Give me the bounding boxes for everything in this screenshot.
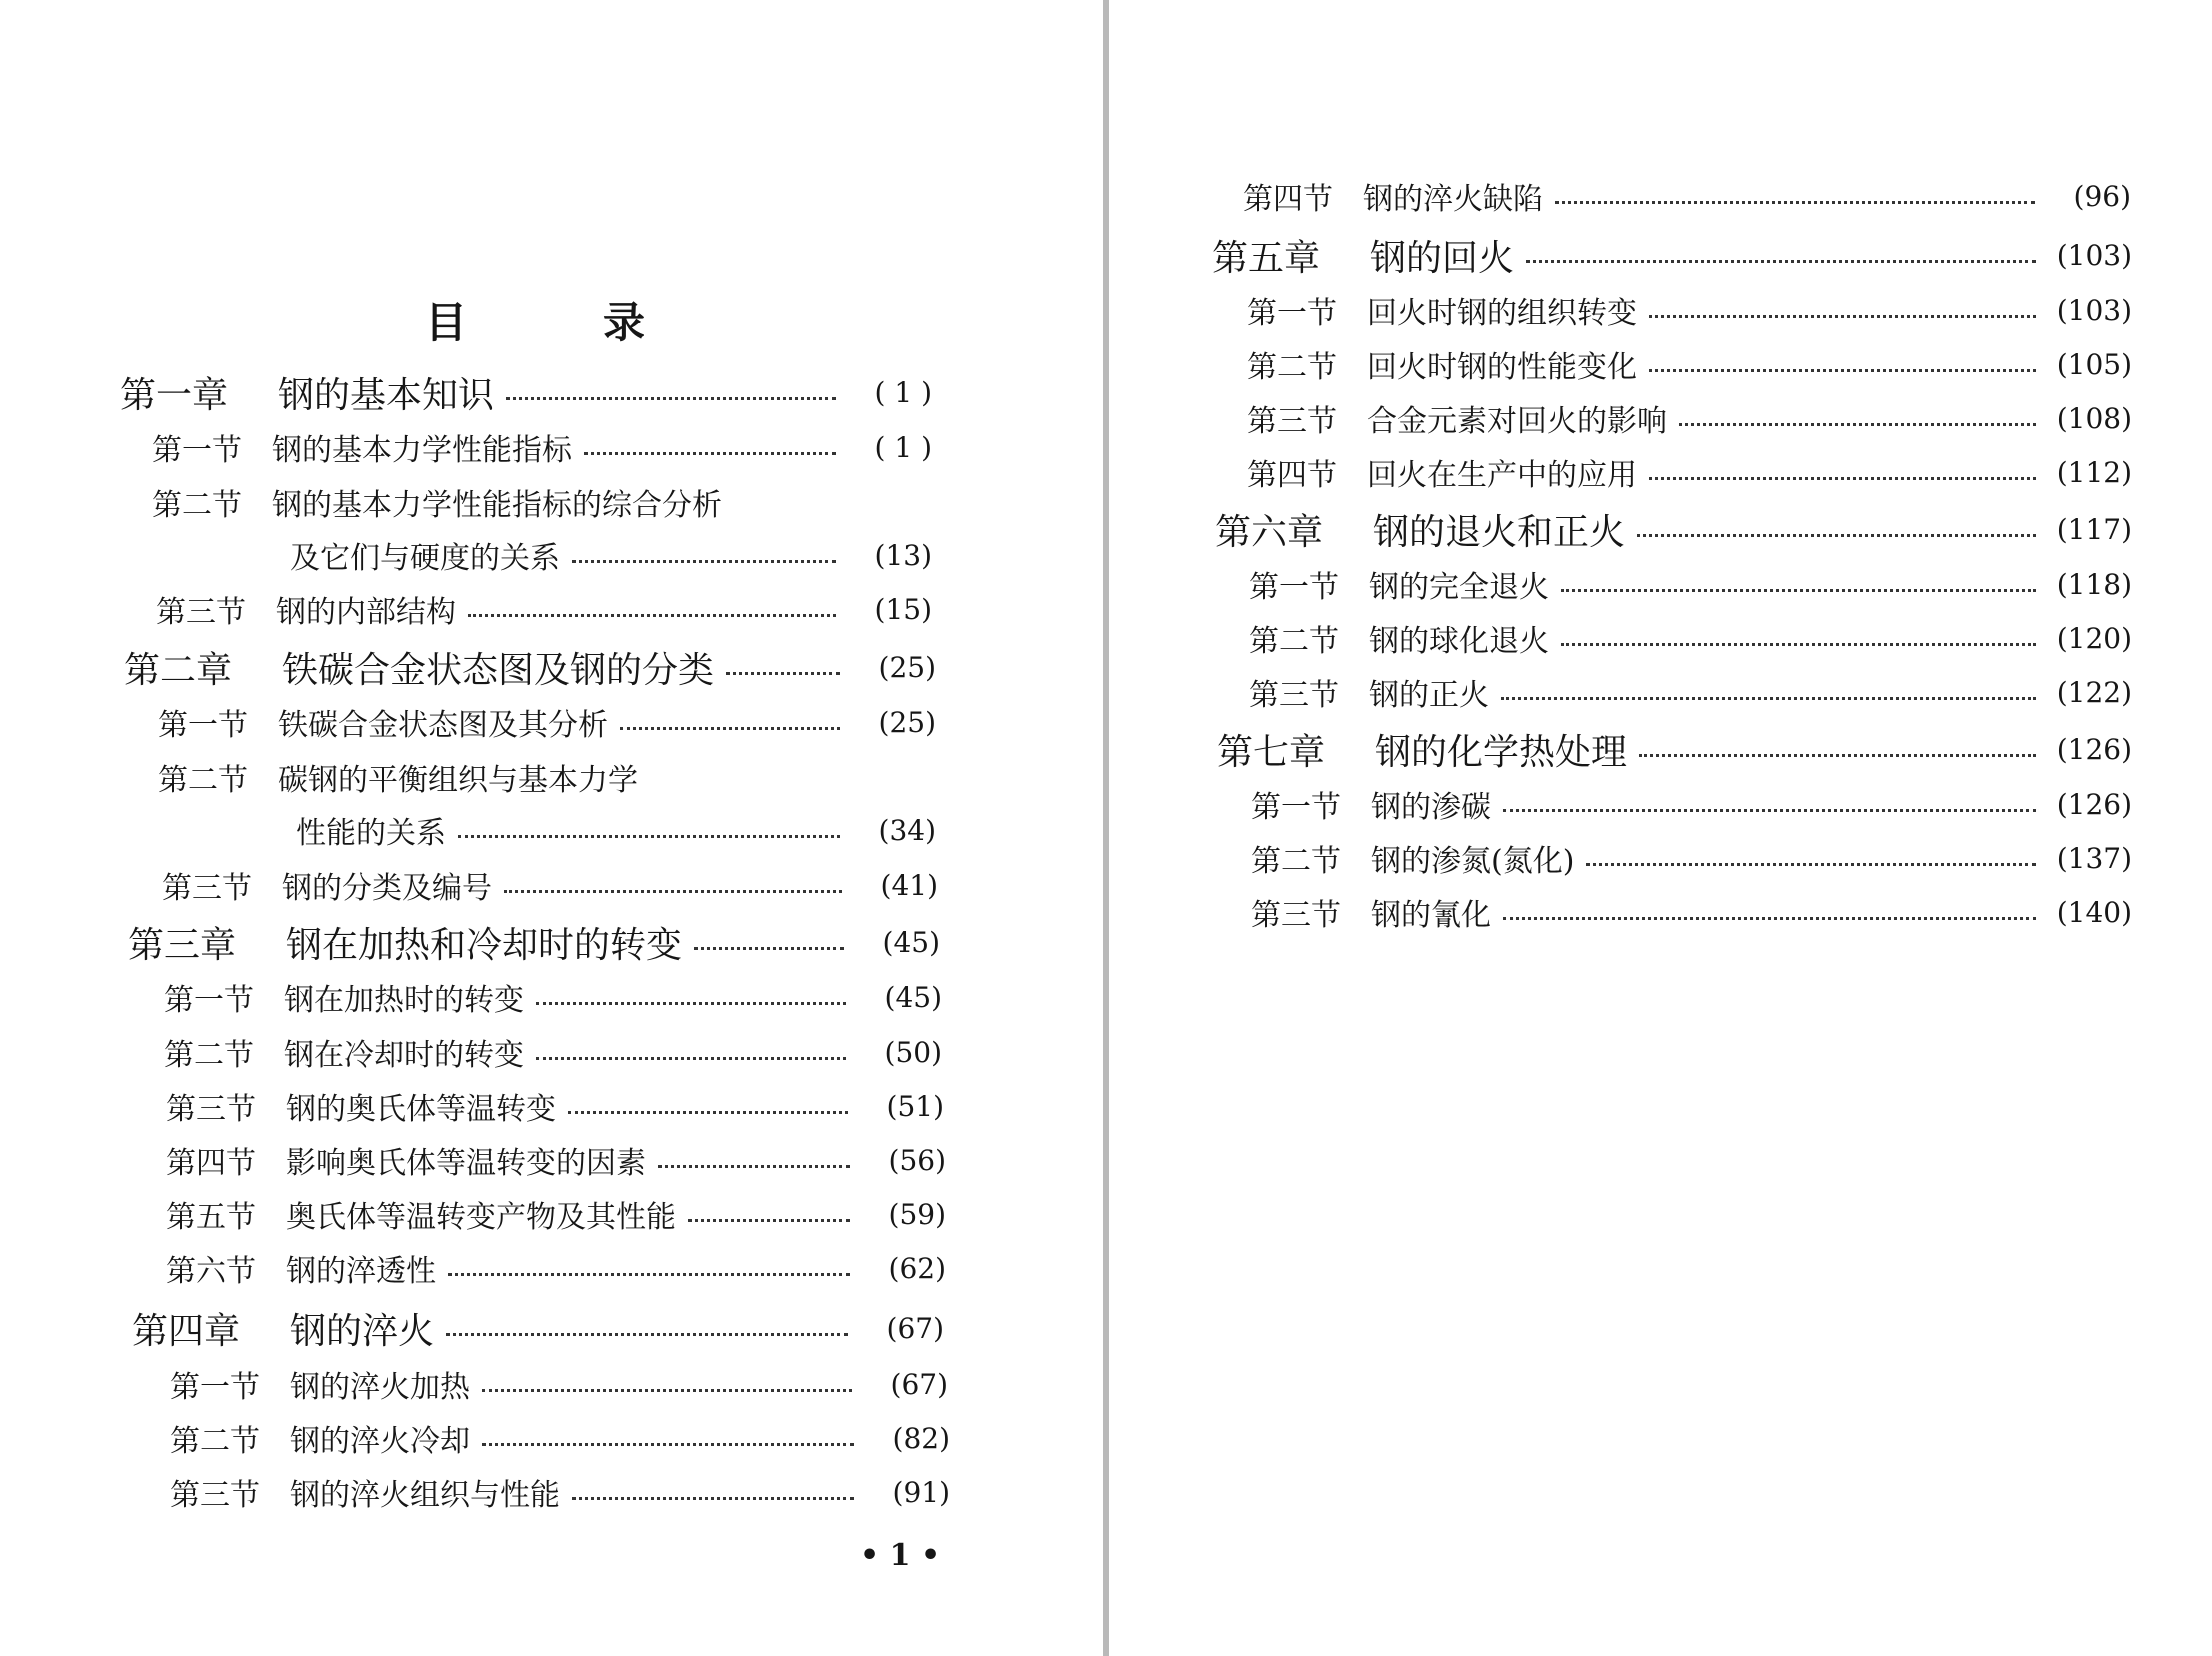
toc-page-number: (67): [886, 1311, 944, 1345]
toc-chapter-entry: [1212, 233, 2132, 277]
toc-entry-number: 第四章: [132, 1310, 241, 1352]
toc-section-entry: [1251, 836, 2132, 880]
toc-entry-title: 钢在冷却时的转变: [284, 1038, 524, 1073]
toc-page-number: (117): [2056, 512, 2132, 546]
toc-page-number: (126): [2056, 732, 2132, 766]
toc-entry-title: 钢在加热时的转变: [284, 983, 524, 1018]
dot-leader: [1649, 315, 2036, 318]
toc-entry-title: 钢在加热和冷却时的转变: [286, 924, 683, 966]
toc-entry-text: [170, 1416, 470, 1460]
toc-entry-number: 第三章: [128, 924, 237, 966]
toc-entry-number: 第四节: [166, 1146, 256, 1181]
toc-entry-text: [1215, 504, 1625, 555]
dot-leader: [694, 947, 844, 950]
dot-leader: [1586, 863, 2036, 866]
toc-chapter-entry: [1215, 507, 2132, 551]
toc-page-number: (51): [886, 1089, 944, 1123]
dot-leader: [506, 397, 836, 400]
toc-entry-number: 第四节: [1247, 458, 1337, 493]
toc-entry-text: [1243, 174, 1543, 218]
toc-page-number: (122): [2056, 675, 2132, 709]
toc-section-entry: [1251, 782, 2132, 826]
toc-page-number: (41): [880, 868, 938, 902]
toc-entry-number: 第一节: [152, 433, 242, 468]
toc-entry-number: 第一节: [164, 983, 254, 1018]
toc-page-number: (15): [874, 592, 932, 626]
toc-section-entry: [158, 755, 936, 799]
toc-page-number: ( 1 ): [874, 375, 932, 409]
toc-entry-number: 第二章: [124, 649, 233, 691]
toc-title-char-2: 录: [602, 298, 645, 347]
toc-entry-number: 第一节: [1247, 296, 1337, 331]
dot-leader: [458, 835, 840, 838]
right-page: [1109, 0, 2212, 1656]
toc-entry-number: 第五章: [1212, 237, 1321, 279]
toc-entry-title: 性能的关系: [296, 816, 446, 851]
toc-entry-text: [166, 1138, 646, 1182]
toc-page-number: (105): [2056, 347, 2132, 381]
toc-page-number: (96): [2073, 179, 2131, 213]
toc-section-entry: [156, 587, 932, 631]
toc-entry-text: [290, 533, 560, 577]
dot-leader: [448, 1273, 850, 1276]
toc-entry-text: [1249, 562, 1549, 606]
toc-entry-text: [296, 808, 446, 852]
toc-section-entry: [170, 1470, 950, 1514]
toc-chapter-entry: [120, 370, 932, 414]
dot-leader: [568, 1111, 848, 1114]
dot-leader: [726, 672, 840, 675]
toc-page-number: (120): [2056, 621, 2132, 655]
toc-entry-number: 第四节: [1243, 182, 1333, 217]
toc-page-number: (108): [2056, 401, 2132, 435]
toc-section-entry: [158, 700, 936, 744]
toc-page-number: (25): [878, 705, 936, 739]
dot-leader: [1555, 201, 2035, 204]
toc-entry-text: [1251, 836, 1574, 880]
toc-page-number: (103): [2056, 238, 2132, 272]
toc-entry-number: 第一节: [158, 708, 248, 743]
toc-entry-title: 钢的渗碳: [1371, 790, 1491, 825]
page-number: • 1 •: [860, 1538, 941, 1573]
toc-entry-number: 第二节: [1247, 350, 1337, 385]
toc-entry-title: 钢的球化退火: [1369, 624, 1549, 659]
toc-entry-text: [162, 863, 492, 907]
toc-entry-number: 第一章: [120, 374, 229, 416]
toc-entry-number: 第二节: [1251, 844, 1341, 879]
toc-page-number: (126): [2056, 787, 2132, 821]
toc-entry-text: [1212, 230, 1514, 281]
toc-section-entry: [1249, 562, 2132, 606]
toc-entry-number: 第七章: [1217, 731, 1326, 773]
toc-entry-title: 影响奥氏体等温转变的因素: [286, 1146, 646, 1181]
toc-entry-title: 及它们与硬度的关系: [290, 541, 560, 576]
toc-section-entry: [166, 1084, 944, 1128]
toc-entry-title: 碳钢的平衡组织与基本力学: [278, 763, 638, 798]
toc-entry-text: [1217, 724, 1627, 775]
toc-entry-number: 第三节: [1247, 404, 1337, 439]
toc-entry-text: [1247, 288, 1637, 332]
toc-section-entry: [1243, 174, 2131, 218]
toc-left: [0, 0, 1103, 1656]
toc-entry-text: [166, 1192, 676, 1236]
toc-entry-text: [166, 1246, 436, 1290]
toc-entry-text: [1249, 616, 1549, 660]
toc-entry-continuation: [290, 533, 932, 577]
dot-leader: [658, 1165, 850, 1168]
toc-entry-number: 第三节: [1249, 678, 1339, 713]
toc-entry-text: [158, 700, 608, 744]
dot-leader: [446, 1333, 848, 1336]
toc-chapter-entry: [124, 645, 936, 689]
dot-leader: [482, 1389, 852, 1392]
dot-leader: [572, 1497, 854, 1500]
toc-entry-text: [170, 1362, 470, 1406]
toc-entry-text: [128, 917, 682, 968]
toc-entry-title: 钢的回火: [1370, 237, 1515, 279]
dot-leader: [468, 614, 836, 617]
dot-leader: [1503, 809, 2036, 812]
toc-section-entry: [1249, 616, 2132, 660]
toc-page-number: (45): [882, 925, 940, 959]
toc-page-number: (118): [2056, 567, 2132, 601]
toc-entry-number: 第三节: [1251, 898, 1341, 933]
toc-section-entry: [170, 1362, 948, 1406]
toc-page-number: (62): [888, 1251, 946, 1285]
toc-page-number: (82): [892, 1421, 950, 1455]
dot-leader: [536, 1002, 846, 1005]
toc-entry-title: 钢的正火: [1369, 678, 1489, 713]
dot-leader: [1639, 754, 2036, 757]
toc-section-entry: [152, 425, 932, 469]
dot-leader: [572, 560, 836, 563]
toc-page-number: ( 1 ): [874, 430, 932, 464]
toc-entry-title: 钢的分类及编号: [282, 871, 492, 906]
dot-leader: [1501, 697, 2036, 700]
toc-entry-title: 铁碳合金状态图及其分析: [278, 708, 608, 743]
toc-page-number: (34): [878, 813, 936, 847]
dot-leader: [1503, 917, 2036, 920]
toc-entry-number: 第三节: [166, 1092, 256, 1127]
left-page: [0, 0, 1103, 1656]
toc-entry-number: 第二节: [158, 763, 248, 798]
dot-leader: [1649, 369, 2036, 372]
toc-page-number: (67): [890, 1367, 948, 1401]
toc-section-entry: [166, 1192, 946, 1236]
toc-entry-title: 钢的氰化: [1371, 898, 1491, 933]
toc-entry-title: 钢的内部结构: [276, 595, 456, 630]
toc-entry-text: [132, 1303, 434, 1354]
toc-page-number: (140): [2056, 895, 2132, 929]
toc-page-number: (59): [888, 1197, 946, 1231]
toc-section-entry: [1247, 288, 2132, 332]
toc-entry-title: 回火时钢的组织转变: [1367, 296, 1637, 331]
toc-entry-title: 钢的退火和正火: [1373, 511, 1626, 553]
toc-chapter-entry: [1217, 727, 2132, 771]
dot-leader: [620, 727, 840, 730]
toc-section-entry: [164, 975, 942, 1019]
dot-leader: [504, 890, 842, 893]
toc-entry-number: 第三节: [162, 871, 252, 906]
dot-leader: [1679, 423, 2036, 426]
toc-entry-text: [152, 425, 572, 469]
toc-entry-title: 回火时钢的性能变化: [1367, 350, 1637, 385]
toc-page-number: (91): [892, 1475, 950, 1509]
dot-leader: [1637, 534, 2036, 537]
toc-entry-text: [1251, 890, 1491, 934]
toc-entry-title: 钢的基本力学性能指标的综合分析: [272, 488, 722, 523]
toc-entry-text: [1251, 782, 1491, 826]
toc-entry-title: 钢的完全退火: [1369, 570, 1549, 605]
toc-entry-number: 第一节: [170, 1370, 260, 1405]
toc-entry-number: 第二节: [170, 1424, 260, 1459]
toc-chapter-entry: [128, 920, 940, 964]
toc-page-number: (56): [888, 1143, 946, 1177]
toc-entry-title: 钢的基本知识: [278, 374, 495, 416]
toc-entry-number: 第一节: [1251, 790, 1341, 825]
toc-section-entry: [164, 1030, 942, 1074]
toc-title-char-1: 目: [425, 298, 468, 347]
toc-entry-number: 第六节: [166, 1254, 256, 1289]
toc-entry-title: 回火在生产中的应用: [1367, 458, 1637, 493]
toc-entry-text: [1247, 396, 1667, 440]
toc-entry-number: 第二节: [152, 488, 242, 523]
toc-entry-text: [152, 480, 722, 524]
toc-section-entry: [1247, 396, 2132, 440]
toc-entry-title: 钢的淬火冷却: [290, 1424, 470, 1459]
toc-entry-text: [170, 1470, 560, 1514]
toc-entry-number: 第三节: [156, 595, 246, 630]
dot-leader: [688, 1219, 850, 1222]
toc-entry-title: 钢的淬火缺陷: [1363, 182, 1543, 217]
toc-entry-text: [124, 642, 714, 693]
toc-entry-title: 合金元素对回火的影响: [1367, 404, 1667, 439]
toc-entry-text: [1247, 450, 1637, 494]
toc-entry-title: 钢的淬火加热: [290, 1370, 470, 1405]
toc-chapter-entry: [132, 1306, 944, 1350]
toc-section-entry: [152, 480, 932, 524]
toc-entry-title: 钢的渗氮(氮化): [1371, 844, 1575, 879]
toc-entry-text: [1249, 670, 1489, 714]
toc-entry-text: [166, 1084, 556, 1128]
toc-entry-number: 第二节: [164, 1038, 254, 1073]
toc-entry-number: 第二节: [1249, 624, 1339, 659]
dot-leader: [1526, 260, 2036, 263]
toc-section-entry: [170, 1416, 950, 1460]
toc-section-entry: [162, 863, 938, 907]
toc-entry-number: 第六章: [1215, 511, 1324, 553]
toc-entry-title: 钢的淬火: [290, 1310, 435, 1352]
toc-entry-text: [164, 975, 524, 1019]
toc-entry-title: 钢的化学热处理: [1375, 731, 1628, 773]
dot-leader: [1561, 643, 2036, 646]
toc-section-entry: [1251, 890, 2132, 934]
toc-section-entry: [166, 1138, 946, 1182]
dot-leader: [482, 1443, 854, 1446]
toc-entry-title: 钢的淬火组织与性能: [290, 1478, 560, 1513]
toc-entry-title: 钢的基本力学性能指标: [272, 433, 572, 468]
dot-leader: [536, 1057, 846, 1060]
dot-leader: [584, 452, 836, 455]
toc-entry-text: [158, 755, 638, 799]
toc-right: [1109, 0, 2212, 1656]
toc-entry-text: [1247, 342, 1637, 386]
toc-page-number: (50): [884, 1035, 942, 1069]
toc-entry-title: 奥氏体等温转变产物及其性能: [286, 1200, 676, 1235]
toc-page-number: (25): [878, 650, 936, 684]
toc-section-entry: [1247, 450, 2132, 494]
toc-section-entry: [1249, 670, 2132, 714]
toc-section-entry: [166, 1246, 946, 1290]
dot-leader: [1649, 477, 2036, 480]
toc-entry-title: 钢的奥氏体等温转变: [286, 1092, 556, 1127]
toc-entry-continuation: [296, 808, 936, 852]
toc-entry-title: 钢的淬透性: [286, 1254, 436, 1289]
toc-page-number: (45): [884, 980, 942, 1014]
toc-page-number: (103): [2056, 293, 2132, 327]
toc-entry-text: [120, 367, 494, 418]
toc-entry-number: 第三节: [170, 1478, 260, 1513]
toc-page-number: (137): [2056, 841, 2132, 875]
toc-entry-text: [164, 1030, 524, 1074]
toc-title: [425, 290, 645, 350]
dot-leader: [1561, 589, 2036, 592]
toc-entry-text: [156, 587, 456, 631]
toc-page-number: (13): [874, 538, 932, 572]
toc-entry-title: 铁碳合金状态图及钢的分类: [282, 649, 715, 691]
toc-entry-number: 第五节: [166, 1200, 256, 1235]
toc-page-number: (112): [2056, 455, 2132, 489]
toc-entry-number: 第一节: [1249, 570, 1339, 605]
toc-section-entry: [1247, 342, 2132, 386]
